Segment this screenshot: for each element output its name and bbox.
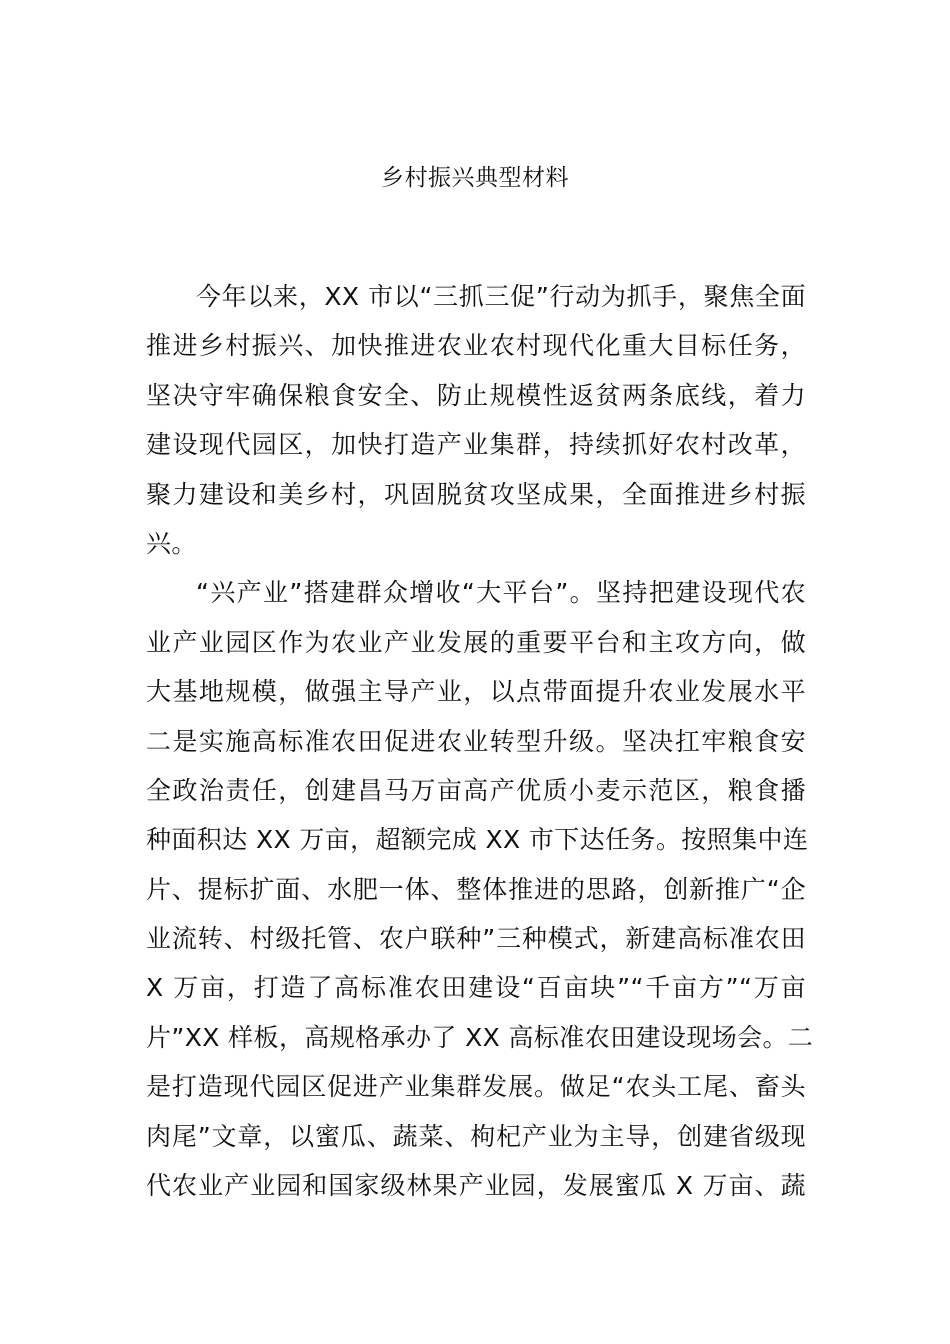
paragraph-2-line-13: 代农业产业园和国家级林果产业园，发展蜜瓜 X 万亩、蔬 <box>146 1171 806 1201</box>
paragraph-2-line-5: 全政治责任，创建昌马万亩高产优质小麦示范区，粮食播 <box>146 775 806 805</box>
paragraph-1-line-4: 建设现代园区，加快打造产业集群，持续抓好农村改革， <box>146 430 806 460</box>
paragraph-2-line-10: 片”XX 样板，高规格承办了 XX 高标准农田建设现场会。二 <box>146 1022 814 1052</box>
document-body <box>146 272 814 1210</box>
paragraph-2-line-1: “兴产业”搭建群众增收“大平台”。坚持把建设现代农 <box>196 578 806 608</box>
paragraph-2-line-2: 业产业园区作为农业产业发展的重要平台和主攻方向，做 <box>146 627 806 657</box>
paragraph-2-line-6: 种面积达 XX 万亩，超额完成 XX 市下达任务。按照集中连 <box>146 825 809 855</box>
paragraph-2-line-8: 业流转、村级托管、农户联种”三种模式，新建高标准农田 <box>146 924 806 954</box>
paragraph-2-line-3: 大基地规模，做强主导产业，以点带面提升农业发展水平 <box>146 677 806 707</box>
paragraph-1-line-2: 推进乡村振兴、加快推进农业农村现代化重大目标任务， <box>146 331 806 361</box>
paragraph-2-line-9: X 万亩，打造了高标准农田建设“百亩块”“千亩方”“万亩 <box>146 973 806 1003</box>
paragraph-2-line-4: 二是实施高标准农田促进农业转型升级。坚决扛牢粮食安 <box>146 726 806 756</box>
paragraph-1-line-1: 今年以来，XX 市以“三抓三促”行动为抓手，聚焦全面 <box>196 282 806 311</box>
paragraph-2-line-12: 肉尾”文章，以蜜瓜、蔬菜、枸杞产业为主导，创建省级现 <box>146 1121 806 1151</box>
paragraph-1-line-3: 坚决守牢确保粮食安全、防止规模性返贫两条底线，着力 <box>146 380 806 410</box>
paragraph-2-line-7: 片、提标扩面、水肥一体、整体推进的思路，创新推广“企 <box>146 874 806 904</box>
document-title: 乡村振兴典型材料 <box>381 165 569 191</box>
paragraph-1-line-6: 兴。 <box>146 528 197 558</box>
paragraph-2-line-11: 是打造现代园区促进产业集群发展。做足“农头工尾、畜头 <box>146 1072 806 1102</box>
paragraph-1-line-5: 聚力建设和美乡村，巩固脱贫攻坚成果，全面推进乡村振 <box>146 479 806 509</box>
